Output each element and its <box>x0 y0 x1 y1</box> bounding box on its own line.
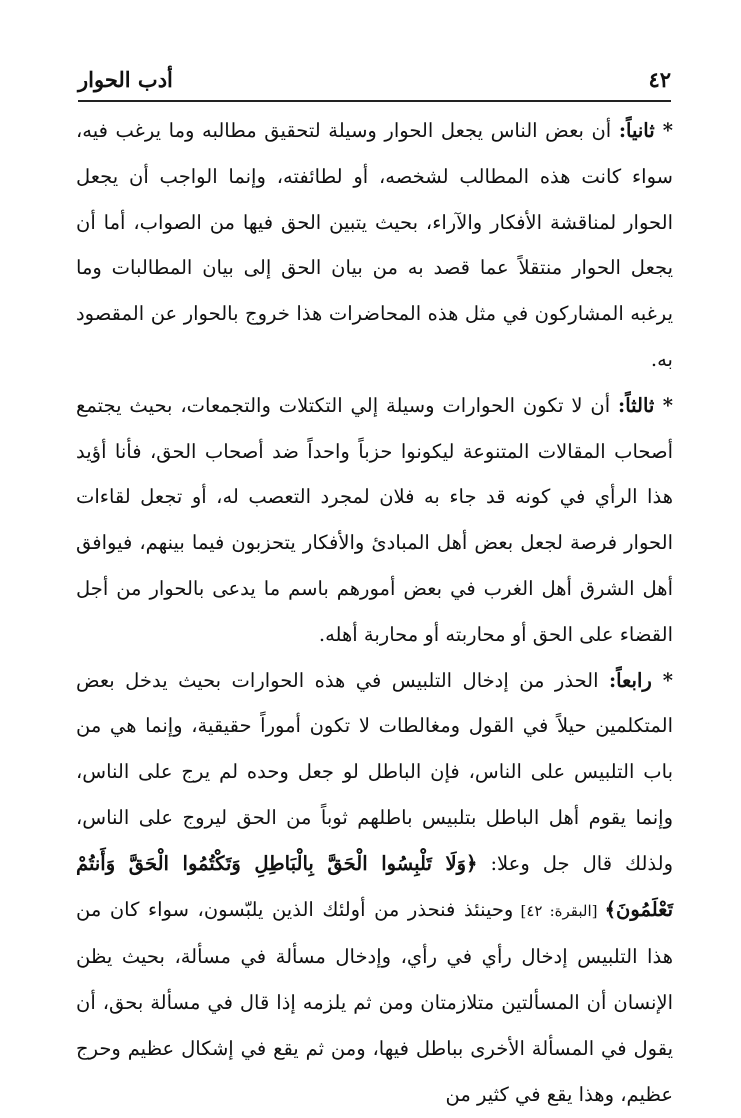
body-text <box>76 108 673 1118</box>
page-header <box>78 62 671 96</box>
point-marker: * ثالثاً: <box>618 393 673 417</box>
quran-verse: ﴿وَلَا تَلْبِسُوا الْحَقَّ بِالْبَاطِلِ وَتَكْتُمُوا الْحَقَّ وَأَنتُمْ تَعْلَمُونَ﴾ <box>76 851 674 921</box>
paragraph-text: وحينئذ فنحذر من أولئك الذين يلبّسون، سواء كان من هذا التلبيس إدخال رأي في رأي، وإدخال مسألة في مسألة، بحيث يظن الإنسان أن المسألتين متلازمتان ومن ثم يلزمه إذا قال في مسألة بحق، أن يقول في المسألة الأخرى بباطل فيها، ومن ثم يقع في إشكال عظيم وحرج عظيم، وهذا يقع في كثير من <box>76 897 673 1106</box>
point-marker: * ثانياً: <box>618 119 674 142</box>
running-title: أدب الحوار <box>78 66 173 92</box>
paragraph-second-point <box>76 108 673 383</box>
page-number: ٤٢ <box>648 66 671 92</box>
paragraph-fourth-point <box>76 658 673 1118</box>
verse-citation: [البقرة: ٤٢] <box>513 901 605 920</box>
paragraph-text: أن لا تكون الحوارات وسيلة إلي التكتلات والتجمعات، بحيث يجتمع أصحاب المقالات المتنوعة ليكونوا حزباً واحداً ضد أصحاب الحق، فأنا أؤيد هذا الرأي في كونه قد جاء به فلان لمجرد التعصب له، أو تجعل لقاءات الحوار فرصة لجعل بعض أهل المبادئ والأفكار يتحزبون فيما بينهم، فيوافق أهل الشرق أهل الغرب في بعض أمورهم باسم ما يدعى بالحوار من أجل القضاء على الحق أو محاربته أو محاربة أهله. <box>76 393 673 646</box>
header-divider <box>78 100 671 102</box>
point-marker: * رابعاً: <box>608 668 673 692</box>
paragraph-text: الحذر من إدخال التلبيس في هذه الحوارات بحيث يدخل بعض المتكلمين حيلاً في القول ومغالطات لا تكون أموراً حقيقية، وإنما هي من باب التلبيس على الناس، فإن الباطل لو جعل وحده لم يرج على الناس، وإنما يقوم أهل الباطل بتلبيس باطلهم ثوباً من الحق ليروج على الناس، ولذلك قال جل وعلا: <box>76 668 673 875</box>
paragraph-text: أن بعض الناس يجعل الحوار وسيلة لتحقيق مطالبه وما يرغب فيه، سواء كانت هذه المطالب لشخصه، أو لطائفته، وإنما الواجب أن يجعل الحوار لمناقشة الأفكار والآراء، بحيث يتبين الحق فيها من الصواب، أما أن يجعل الحوار منتقلاً عما قصد به من بيان الحق إلى بيان المطالبات وما يرغبه المشاركون في مثل هذه المحاضرات هذا خروج بالحوار عن المقصود به. <box>76 119 673 371</box>
paragraph-third-point <box>76 383 673 658</box>
